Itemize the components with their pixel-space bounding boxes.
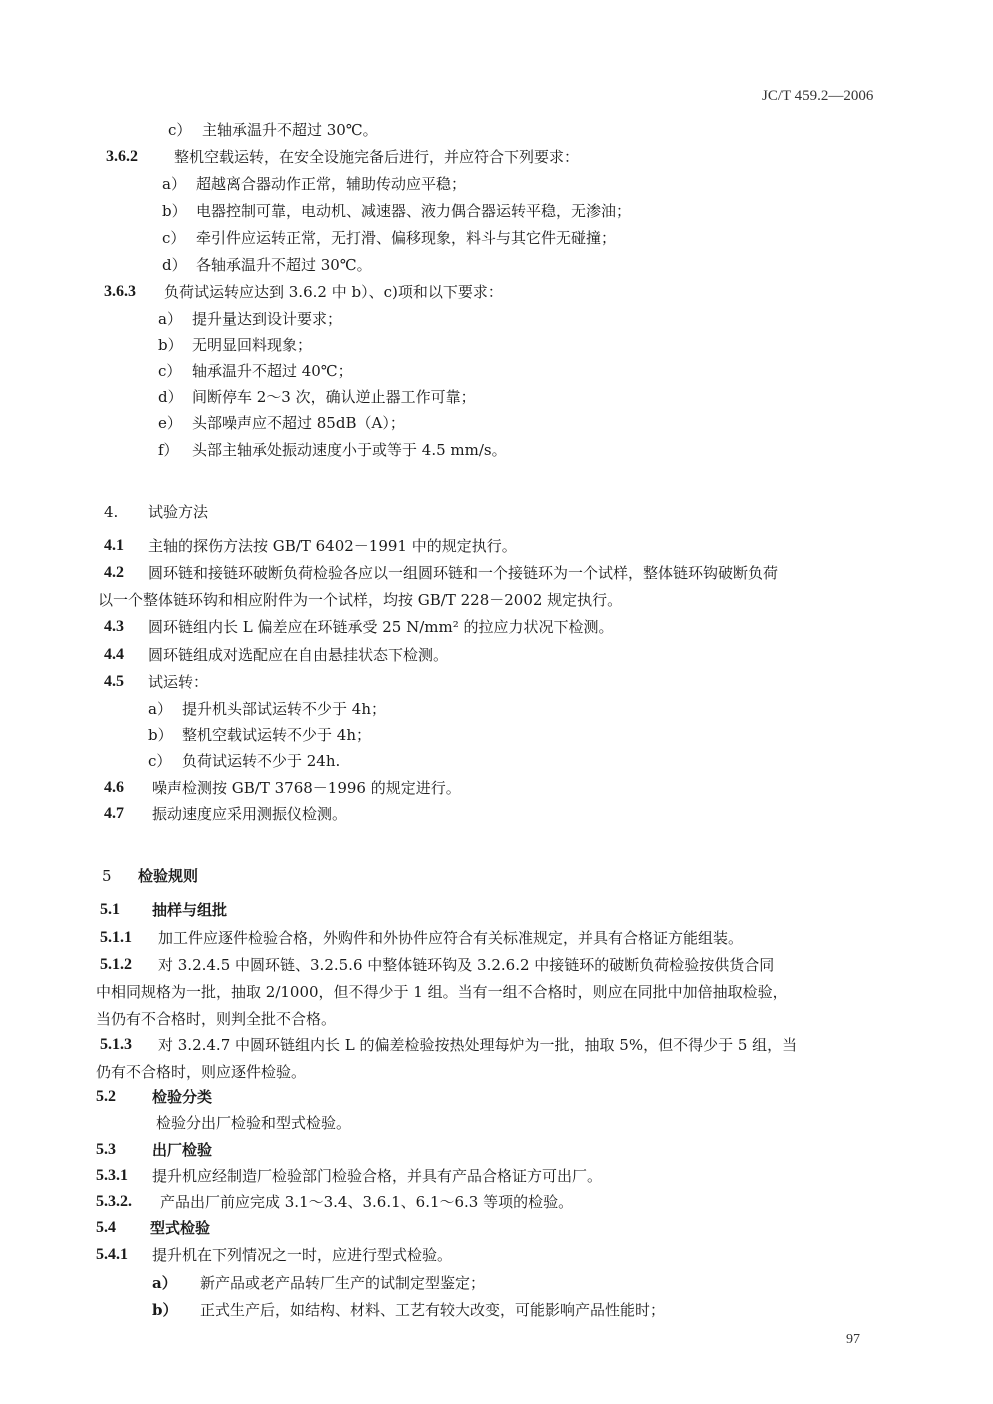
clause-text: 整机空载运转，在安全设施完备后进行，并应符合下列要求： (174, 148, 580, 166)
list-text: 主轴承温升不超过 30℃。 (202, 121, 378, 139)
clause-text: 噪声检测按 GB/T 3768－1996 的规定进行。 (152, 779, 461, 797)
list-item (162, 201, 631, 221)
list-label: b） (158, 336, 183, 354)
list-label: b） (162, 202, 187, 220)
clause-text: 圆环链和接链环破断负荷检验各应以一组圆环链和一个接链环为一个试样，整体链环钩破断负荷 (148, 564, 779, 582)
clause-text: 检验分出厂检验和型式检验。 (156, 1114, 352, 1132)
clause-number: 5.3.2. (96, 1193, 132, 1210)
clause-text: 当仍有不合格时，则判全批不合格。 (96, 1010, 337, 1028)
list-item (158, 335, 312, 355)
list-text: 超越离合器动作正常，辅助传动应平稳； (196, 175, 467, 193)
list-text: 头部主轴承处振动速度小于或等于 4.5 mm/s。 (192, 441, 507, 459)
list-text: 负荷试运转不少于 24h. (182, 752, 341, 770)
clause-text: 提升机应经制造厂检验部门检验合格，并具有产品合格证方可出厂。 (152, 1167, 603, 1185)
list-text: 提升机头部试运转不少于 4h； (182, 700, 386, 718)
list-item (152, 1273, 485, 1293)
list-item (152, 1300, 665, 1320)
list-item (168, 120, 378, 140)
clause-text: 中相同规格为一批，抽取 2/1000，但不得少于 1 组。当有一组不合格时，则应在同批中加倍抽取检验， (96, 983, 788, 1001)
clause-text: 圆环链组内长 L 偏差应在环链承受 25 N/mm² 的拉应力状况下检测。 (148, 618, 614, 636)
clause-number: 4.4 (104, 646, 124, 663)
clause-number: 5.1 (100, 901, 120, 918)
clause-text: 试运转： (148, 673, 209, 691)
list-text: 无明显回料现象； (192, 336, 313, 354)
list-item (158, 361, 353, 381)
list-label: a） (162, 175, 186, 193)
list-item (158, 387, 476, 407)
clause-title: 检验分类 (152, 1088, 213, 1106)
clause-number: 5.4 (96, 1219, 116, 1236)
list-text: 新产品或老产品转厂生产的试制定型鉴定； (200, 1274, 486, 1292)
page-number: 97 (846, 1332, 860, 1347)
list-item (158, 440, 507, 460)
clause-number: 5.1.1 (100, 929, 132, 946)
clause-number: 4.6 (104, 779, 124, 796)
list-text: 牵引件应运转正常，无打滑、偏移现象，料斗与其它件无碰撞； (196, 229, 617, 247)
clause-number: 4.1 (104, 537, 124, 554)
clause-number: 4.5 (104, 673, 124, 690)
list-item (162, 174, 466, 194)
list-text: 各轴承温升不超过 30℃。 (196, 256, 372, 274)
clause-number: 5.1.2 (100, 956, 132, 973)
list-label: f） (158, 441, 179, 459)
clause-text: 主轴的探伤方法按 GB/T 6402－1991 中的规定执行。 (148, 537, 517, 555)
clause-text: 加工件应逐件检验合格，外购件和外协件应符合有关标准规定，并具有合格证方能组装。 (158, 929, 744, 947)
list-item (148, 751, 340, 771)
clause-number: 5.3.1 (96, 1167, 128, 1184)
list-text: 电器控制可靠，电动机、减速器、液力偶合器运转平稳，无渗油； (196, 202, 632, 220)
document-code: JC/T 459.2—2006 (762, 88, 874, 104)
list-label: a） (152, 1274, 177, 1292)
clause-text: 仍有不合格时，则应逐件检验。 (96, 1063, 307, 1081)
list-item (158, 309, 342, 329)
section-number: 4. (104, 503, 119, 521)
list-text: 头部噪声应不超过 85dB（A）； (192, 414, 405, 432)
clause-text: 提升机在下列情况之一时，应进行型式检验。 (152, 1246, 453, 1264)
list-label: e） (158, 414, 182, 432)
list-label: c） (158, 362, 182, 380)
clause-text: 圆环链组成对选配应在自由悬挂状态下检测。 (148, 646, 449, 664)
list-label: b） (148, 726, 173, 744)
section-number: 5 (102, 867, 112, 885)
list-text: 间断停车 2～3 次，确认逆止器工作可靠； (192, 388, 476, 406)
list-label: b） (152, 1301, 178, 1319)
list-item (148, 725, 371, 745)
clause-title: 型式检验 (150, 1219, 211, 1237)
clause-number: 3.6.2 (106, 148, 138, 165)
clause-text: 负荷试运转应达到 3.6.2 中 b）、c)项和以下要求： (164, 283, 503, 301)
clause-number: 5.2 (96, 1088, 116, 1105)
clause-text: 对 3.2.4.5 中圆环链、3.2.5.6 中整体链环钩及 3.2.6.2 中接链环的破断负荷检验按供货合同 (158, 956, 775, 974)
clause-number: 4.2 (104, 564, 124, 581)
list-label: c） (168, 121, 192, 139)
clause-text: 对 3.2.4.7 中圆环链组内长 L 的偏差检验按热处理每炉为一批，抽取 5%，但不得少于 5 组，当 (158, 1036, 798, 1054)
clause-text: 产品出厂前应完成 3.1～3.4、3.6.1、6.1～6.3 等项的检验。 (160, 1193, 574, 1211)
clause-text: 振动速度应采用测振仪检测。 (152, 805, 348, 823)
list-item (162, 228, 616, 248)
clause-number: 5.4.1 (96, 1246, 128, 1263)
section-title: 试验方法 (148, 503, 209, 521)
list-label: d） (162, 256, 187, 274)
section-title: 检验规则 (138, 867, 199, 885)
list-label: a） (158, 310, 182, 328)
list-text: 整机空载试运转不少于 4h； (182, 726, 371, 744)
list-item (158, 413, 405, 433)
clause-number: 3.6.3 (104, 283, 136, 300)
clause-title: 出厂检验 (152, 1141, 213, 1159)
list-label: d） (158, 388, 183, 406)
list-item (162, 255, 372, 275)
list-label: c） (148, 752, 172, 770)
clause-number: 5.1.3 (100, 1036, 132, 1053)
list-item (148, 699, 386, 719)
clause-number: 5.3 (96, 1141, 116, 1158)
list-text: 轴承温升不超过 40℃； (192, 362, 353, 380)
list-text: 提升量达到设计要求； (192, 310, 343, 328)
clause-number: 4.7 (104, 805, 124, 822)
clause-title: 抽样与组批 (152, 901, 228, 919)
list-label: a） (148, 700, 172, 718)
clause-number: 4.3 (104, 618, 124, 635)
list-text: 正式生产后，如结构、材料、工艺有较大改变，可能影响产品性能时； (200, 1301, 666, 1319)
list-label: c） (162, 229, 186, 247)
clause-text: 以一个整体链环钩和相应附件为一个试样，均按 GB/T 228－2002 规定执行。 (98, 591, 623, 609)
